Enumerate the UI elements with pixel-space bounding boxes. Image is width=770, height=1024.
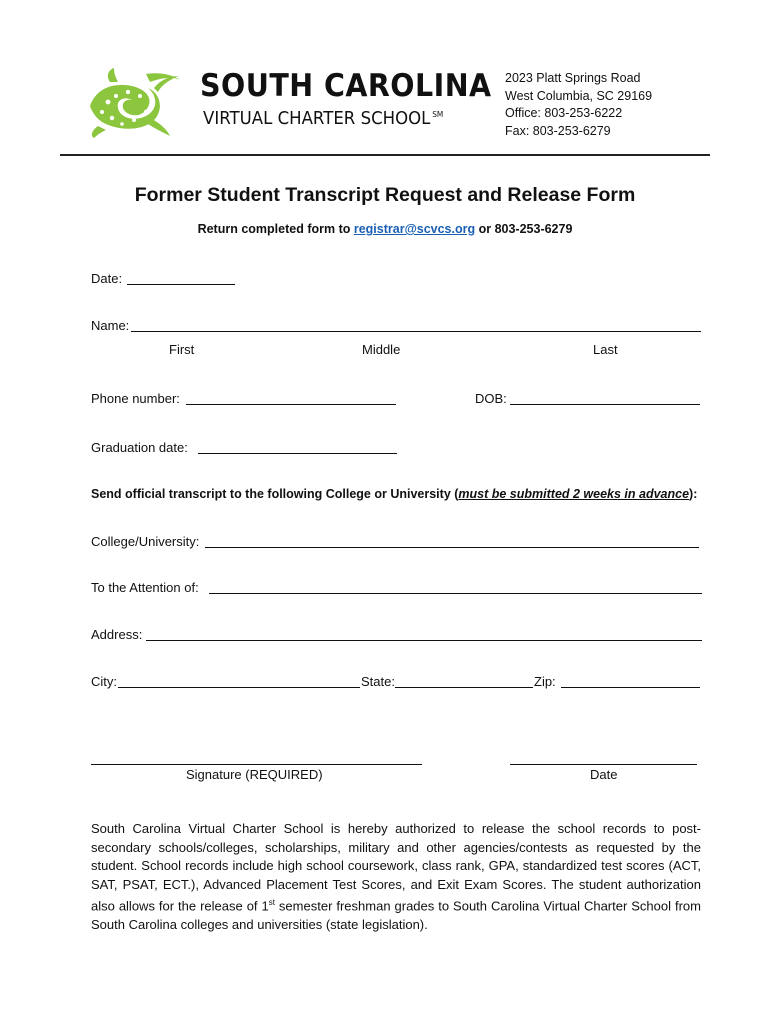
- zip-label: Zip:: [534, 674, 556, 689]
- authorization-text-end: semester freshman grades to South Carolina Virtual Charter School from South Carolina colleges and universities (state legislation).: [91, 898, 701, 933]
- dob-field[interactable]: [510, 404, 700, 405]
- first-name-caption: First: [169, 342, 195, 357]
- school-address: [505, 70, 652, 140]
- phone-label: Phone number:: [91, 391, 180, 406]
- college-field[interactable]: [205, 547, 699, 548]
- last-name-caption: Last: [593, 342, 618, 357]
- send-suffix: ):: [689, 487, 698, 501]
- return-prefix: Return completed form to: [197, 222, 354, 236]
- date-label: Date:: [91, 271, 123, 286]
- authorization-text: South Carolina Virtual Charter School is hereby authorized to release the school records to post-secondary schools/colleges, scholarships, military and other agencies/contests as requested by the student. School records include high school coursework, class rank, GPA, standardized test scores (ACT, SAT, PSAT, ECT.), Advanced Placement Test Scores, and Exit Exam Scores. The student authorization also allows for the release of 1: [91, 821, 701, 914]
- state-label: State:: [361, 674, 395, 689]
- address-line: Office: 803-253-6222: [505, 106, 623, 120]
- address-line: 2023 Platt Springs Road: [505, 71, 641, 85]
- address-line: Fax: 803-253-6279: [505, 123, 611, 138]
- form-title: Former Student Transcript Request and Release Form: [134, 184, 636, 206]
- attention-label: To the Attention of:: [91, 580, 199, 595]
- phone-field[interactable]: [186, 404, 396, 405]
- advance-notice: must be submitted 2 weeks in advance: [458, 487, 690, 501]
- middle-name-caption: Middle: [362, 342, 401, 357]
- signature-date-field[interactable]: [510, 764, 697, 765]
- state-field[interactable]: [395, 687, 533, 688]
- signature-date-caption: Date: [590, 767, 618, 782]
- address-label: Address:: [91, 627, 143, 642]
- address-line: West Columbia, SC 29169: [505, 88, 653, 103]
- address-field[interactable]: [146, 640, 702, 641]
- logo-subtitle: [203, 108, 443, 129]
- signature-field[interactable]: [91, 764, 422, 765]
- graduation-label: Graduation date:: [91, 440, 188, 455]
- signature-caption: Signature (REQUIRED): [186, 767, 323, 782]
- school-logo: [88, 66, 188, 140]
- date-field[interactable]: [127, 284, 235, 285]
- return-instructions: [0, 222, 770, 236]
- logo-title: SOUTH CAROLINA: [200, 68, 492, 104]
- send-prefix: Send official transcript to the following College or University (: [91, 487, 459, 501]
- send-transcript-instructions: [91, 487, 697, 501]
- city-label: City:: [91, 674, 117, 689]
- name-field[interactable]: [131, 331, 701, 332]
- name-label: Name:: [91, 318, 130, 333]
- service-mark: SM: [432, 110, 444, 119]
- logo-subtitle-text: VIRTUAL CHARTER SCHOOL: [203, 108, 431, 129]
- header-divider: [60, 154, 710, 156]
- college-label: College/University:: [91, 534, 200, 549]
- zip-field[interactable]: [561, 687, 700, 688]
- registrar-email-link[interactable]: registrar@scvcs.org: [353, 222, 476, 236]
- dob-label: DOB:: [475, 391, 507, 406]
- city-field[interactable]: [118, 687, 360, 688]
- attention-field[interactable]: [209, 593, 702, 594]
- return-suffix: or 803-253-6279: [475, 222, 573, 236]
- salamander-icon: [88, 66, 188, 140]
- graduation-field[interactable]: [198, 453, 397, 454]
- ordinal-suffix: st: [268, 898, 275, 908]
- authorization-paragraph: [91, 820, 701, 935]
